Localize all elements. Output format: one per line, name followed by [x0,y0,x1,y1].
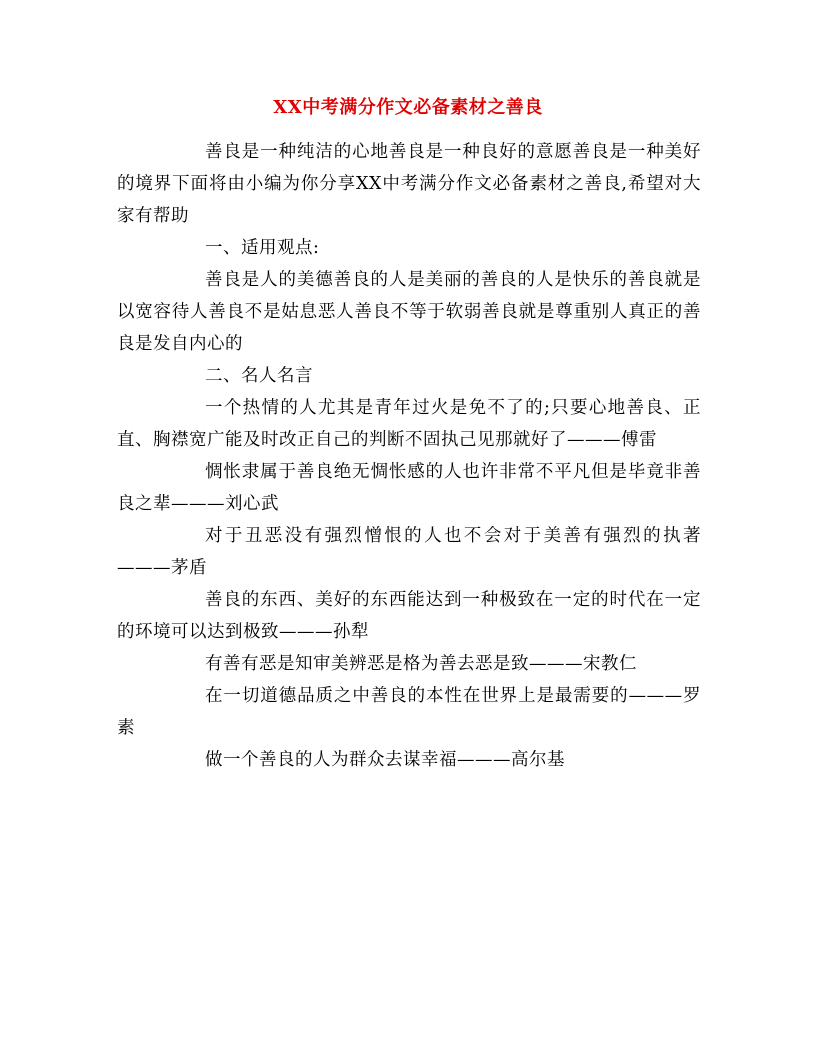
section-heading-viewpoints: 一、适用观点: [205,238,320,258]
section-heading-quotes: 二、名人名言 [205,366,313,386]
quote-paragraph: 在一切道德品质之中善良的本性在世界上是最需要的———罗素 [117,686,701,738]
quote-paragraph: 对于丑恶没有强烈憎恨的人也不会对于美善有强烈的执著———茅盾 [117,526,701,578]
quote-paragraph: 做一个善良的人为群众去谋幸福———高尔基 [205,750,565,770]
viewpoints-paragraph: 善良是人的美德善良的人是美丽的善良的人是快乐的善良就是以宽容待人善良不是姑息恶人善良不等于软弱善良就是尊重别人真正的善良是发自内心的 [117,270,701,354]
quote-paragraph: 善良的东西、美好的东西能达到一种极致在一定的时代在一定的环境可以达到极致———孙犁 [117,590,701,642]
quote-paragraph: 有善有恶是知审美辨恶是格为善去恶是致———宋教仁 [205,654,637,674]
quote-paragraph: 一个热情的人尤其是青年过火是免不了的;只要心地善良、正直、胸襟宽广能及时改正自己的判断不固执己见那就好了———傅雷 [117,398,701,450]
document-body [117,136,701,776]
document-title: XX中考满分作文必备素材之善良 [273,97,543,118]
intro-paragraph: 善良是一种纯洁的心地善良是一种良好的意愿善良是一种美好的境界下面将由小编为你分享XX中考满分作文必备素材之善良,希望对大家有帮助 [117,142,701,226]
quote-paragraph: 惆怅隶属于善良绝无惆怅感的人也许非常不平凡但是毕竟非善良之辈———刘心武 [117,462,701,514]
